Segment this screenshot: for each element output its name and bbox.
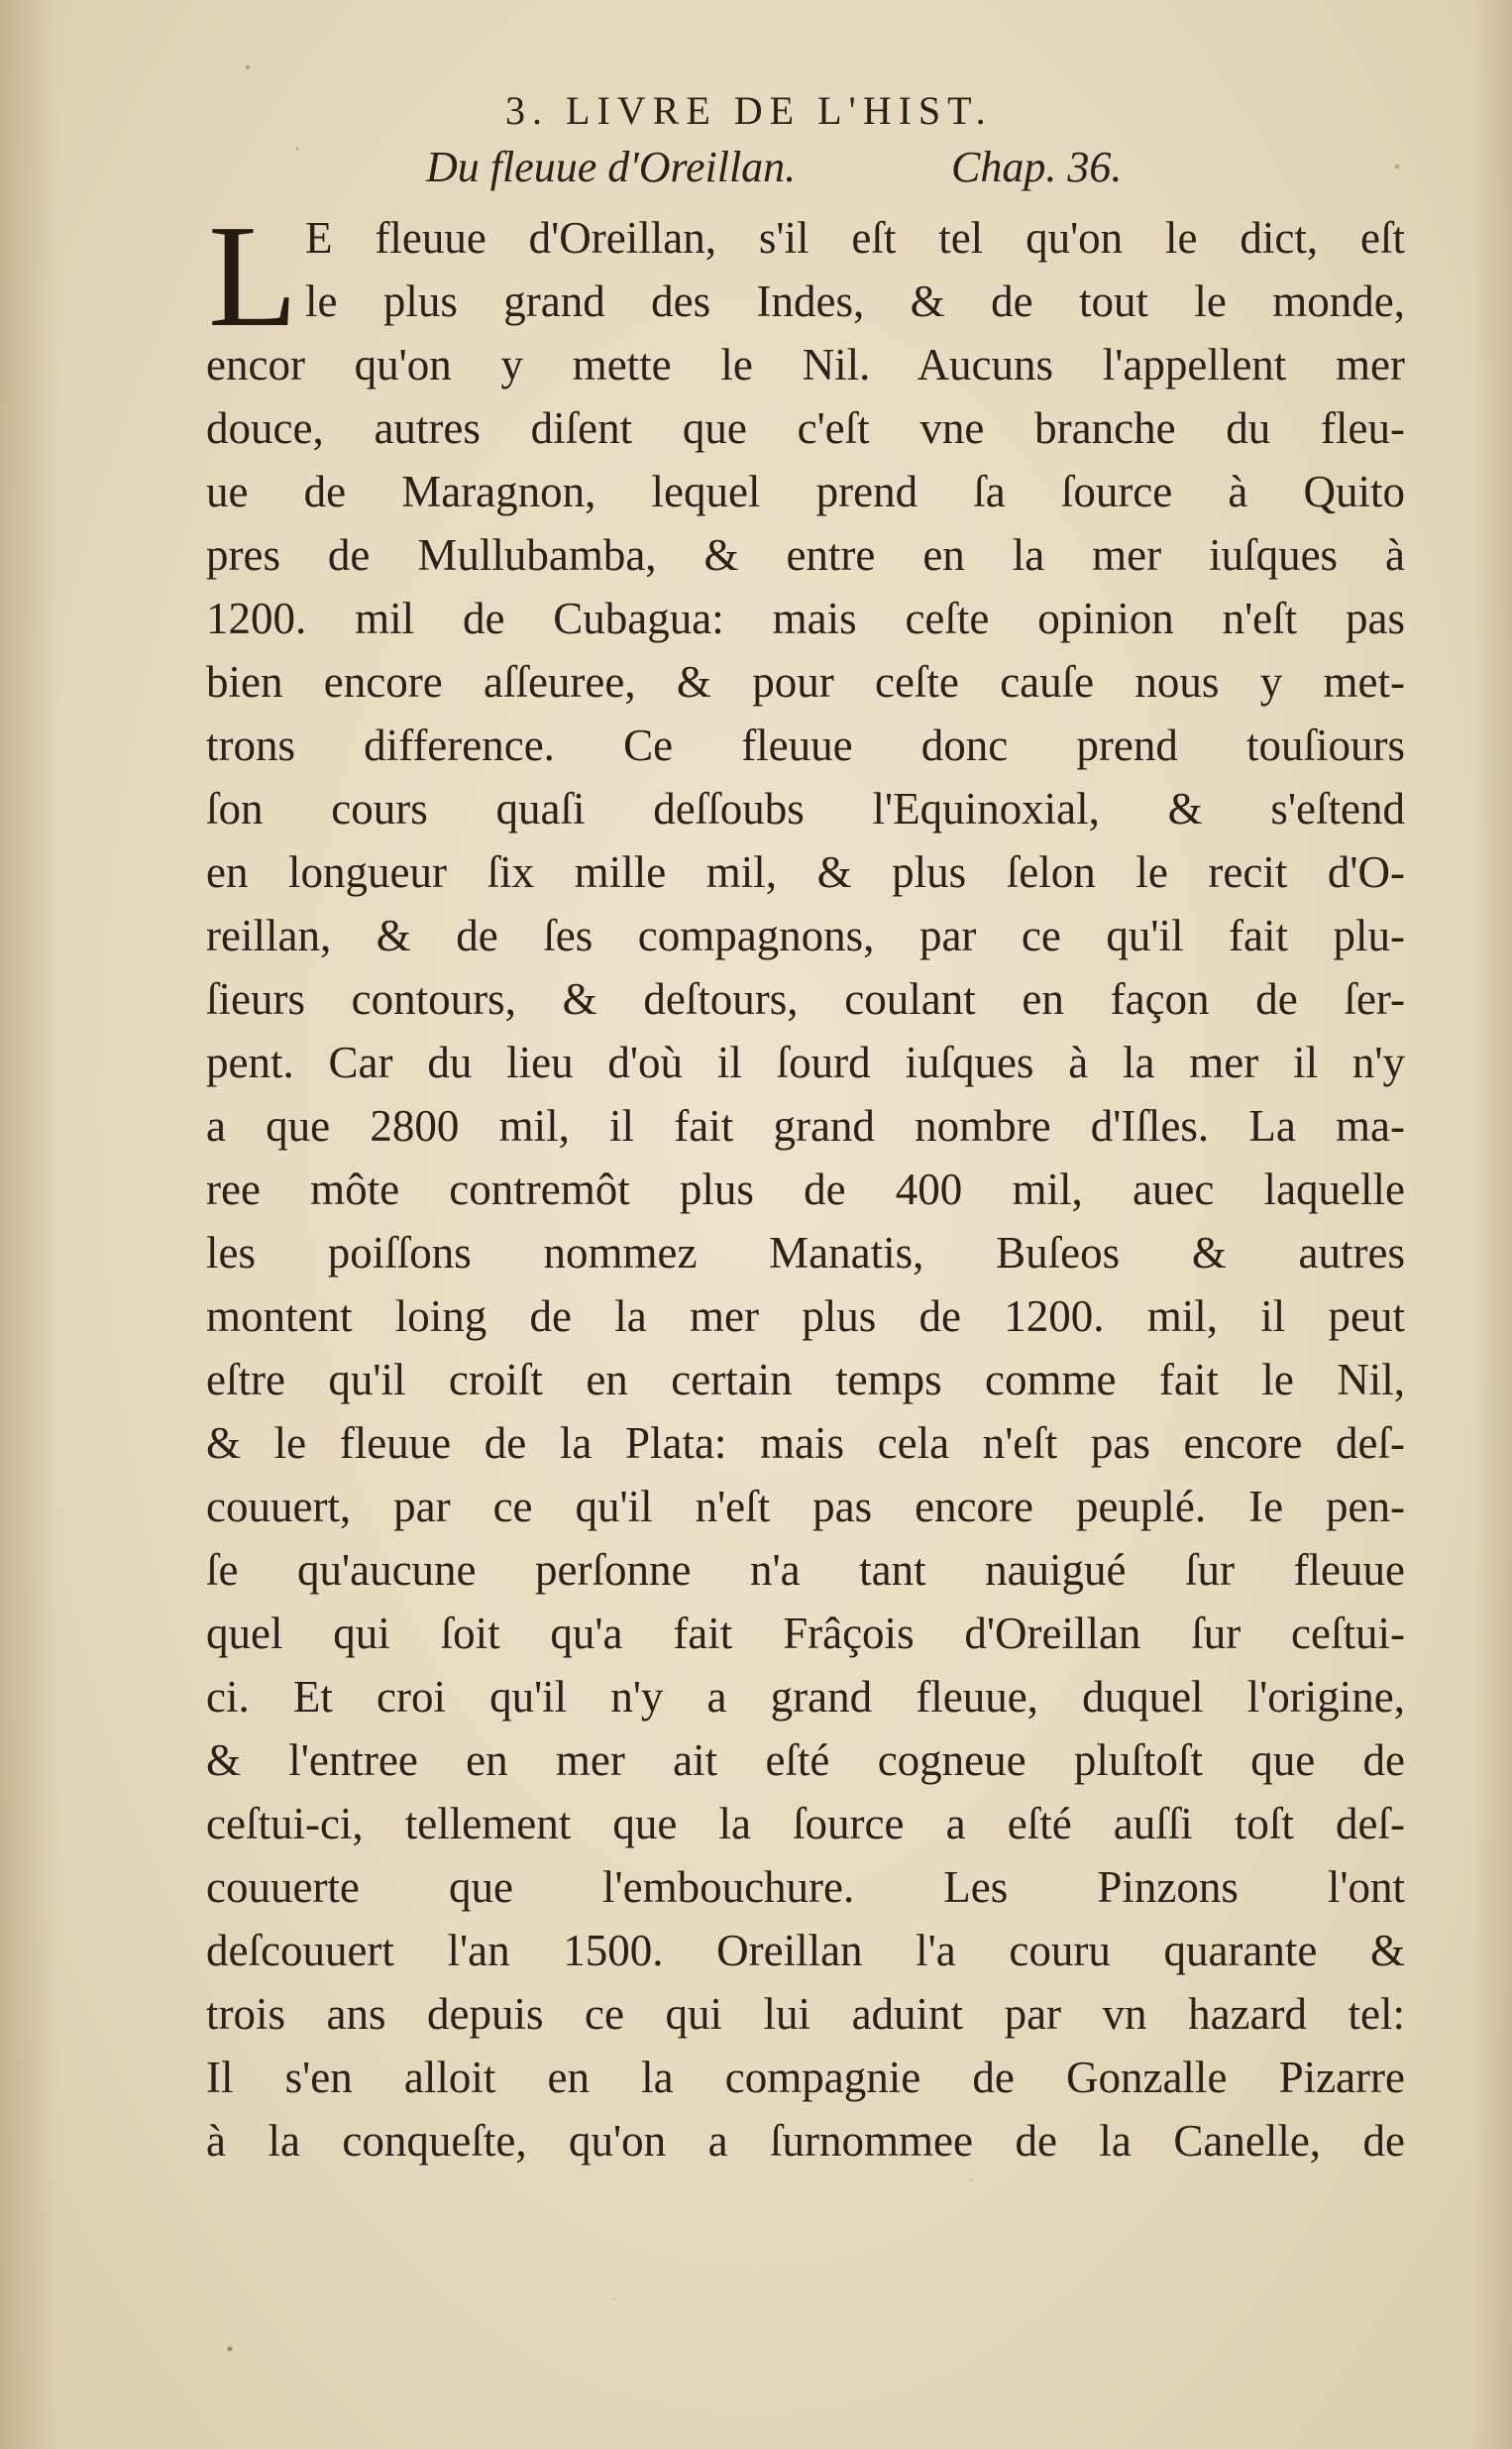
- text-line: & le fleuue de la Plata: mais cela n'eſt pas encore deſ-: [206, 1418, 1405, 1468]
- text-line: ci. Et croi qu'il n'y a grand fleuue, duquel l'origine,: [206, 1672, 1405, 1722]
- text-line: E fleuue d'Oreillan, s'il eſt tel qu'on le dict, eſt: [305, 213, 1405, 263]
- text-line: couuerte que l'embouchure. Les Pinzons l'ont: [206, 1862, 1405, 1912]
- drop-cap: L: [208, 195, 298, 358]
- text-line: à la conqueſte, qu'on a ſurnommee de la Canelle, de: [206, 2116, 1405, 2166]
- text-line: quel qui ſoit qu'a fait Frâçois d'Oreillan ſur ceſtui-: [206, 1609, 1405, 1658]
- text-line: en longueur ſix mille mil, & plus ſelon le recit d'O-: [206, 847, 1405, 897]
- chapter-heading: [426, 142, 1278, 192]
- text-line: ſieurs contours, & deſtours, coulant en façon de ſer-: [206, 974, 1405, 1024]
- text-line: bien encore aſſeuree, & pour ceſte cauſe nous y met-: [206, 657, 1405, 707]
- text-line: ſe qu'aucune perſonne n'a tant nauigué ſur fleuue: [206, 1545, 1405, 1595]
- text-line: les poiſſons nommez Manatis, Buſeos & autres: [206, 1228, 1405, 1278]
- text-line: eſtre qu'il croiſt en certain temps comme fait le Nil,: [206, 1355, 1405, 1404]
- text-line: trons difference. Ce fleuue donc prend touſiours: [206, 721, 1405, 770]
- text-line: deſcouuert l'an 1500. Oreillan l'a couru quarante &: [206, 1926, 1405, 1975]
- running-header: 3. LIVRE DE L'HIST.: [505, 88, 993, 133]
- text-line: reillan, & de ſes compagnons, par ce qu'il fait plu-: [206, 911, 1405, 960]
- chapter-number: Chap. 36.: [951, 143, 1123, 191]
- text-line: ue de Maragnon, lequel prend ſa ſource à Quito: [206, 467, 1405, 516]
- text-line: 1200. mil de Cubagua: mais ceſte opinion n'eſt pas: [206, 594, 1405, 643]
- text-line: pent. Car du lieu d'où il ſourd iuſques à la mer il n'y: [206, 1038, 1405, 1087]
- text-line: Il s'en alloit en la compagnie de Gonzalle Pizarre: [206, 2053, 1405, 2102]
- text-line: trois ans depuis ce qui lui aduint par vn hazard tel:: [206, 1989, 1405, 2039]
- text-line: couuert, par ce qu'il n'eſt pas encore peuplé. Ie pen-: [206, 1482, 1405, 1531]
- page-edge-shadow: [1472, 0, 1512, 2449]
- text-line: a que 2800 mil, il fait grand nombre d'Iſles. La ma-: [206, 1101, 1405, 1151]
- text-line: ſon cours quaſi deſſoubs l'Equinoxial, & s'eſtend: [206, 784, 1405, 834]
- text-line: montent loing de la mer plus de 1200. mil, il peut: [206, 1291, 1405, 1341]
- page-gutter-shadow: [0, 0, 59, 2449]
- body-text: [206, 206, 1405, 2172]
- text-line: le plus grand des Indes, & de tout le monde,: [305, 277, 1405, 326]
- text-line: encor qu'on y mette le Nil. Aucuns l'appellent mer: [206, 340, 1405, 390]
- text-line: ree môte contremôt plus de 400 mil, auec laquelle: [206, 1165, 1405, 1214]
- text-line: douce, autres diſent que c'eſt vne branche du fleu-: [206, 403, 1405, 453]
- text-line: ceſtui-ci, tellement que la ſource a eſté auſſi toſt deſ-: [206, 1799, 1405, 1848]
- text-line: pres de Mullubamba, & entre en la mer iuſques à: [206, 530, 1405, 580]
- text-line: & l'entree en mer ait eſté cogneue pluſtoſt que de: [206, 1735, 1405, 1785]
- chapter-title: Du fleuue d'Oreillan.: [426, 143, 797, 191]
